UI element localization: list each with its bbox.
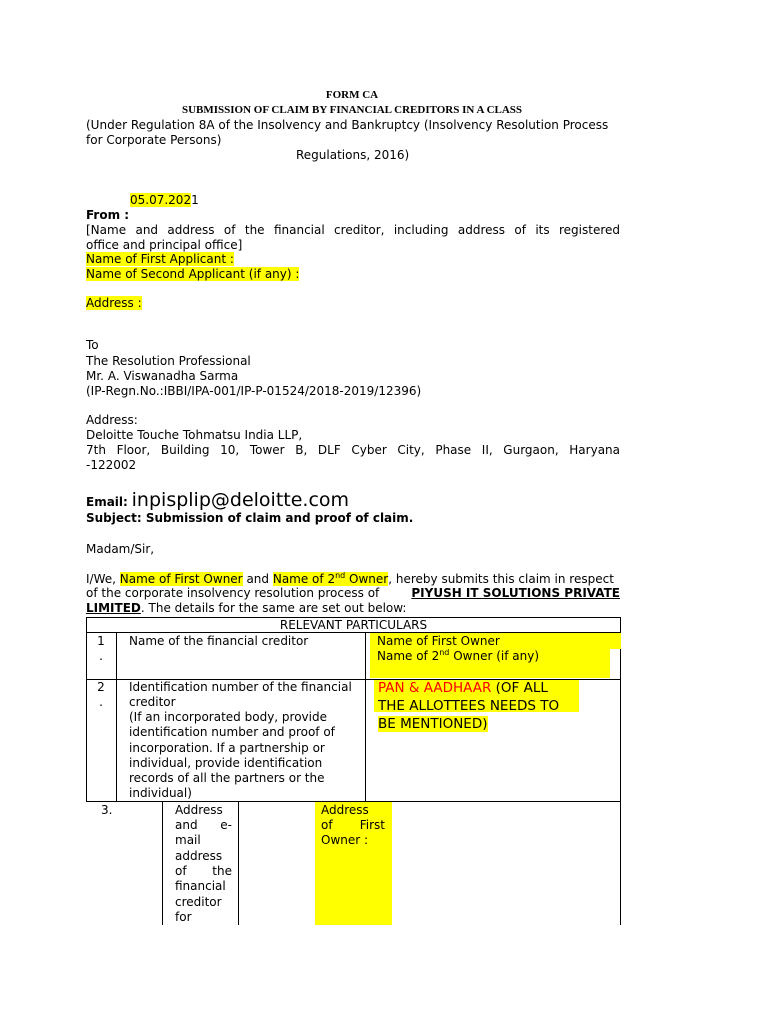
email-line: [86, 489, 349, 513]
date-highlight: 05.07.202: [130, 193, 192, 207]
row-2-label-line: incorporation. If a partnership or: [129, 741, 325, 755]
pan-aadhaar-text: PAN & AADHAAR: [378, 680, 492, 696]
row-3-label-line: and e-: [175, 818, 232, 832]
from-description-line-1: [Name and address of the financial creditor, including address of its registered: [86, 223, 620, 237]
company-name: PIYUSH IT SOLUTIONS PRIVATE: [411, 586, 620, 600]
first-applicant-label: Name of First Applicant :: [86, 252, 234, 266]
recipient-address-label: Address:: [86, 413, 138, 427]
row-3-label-line: address: [175, 849, 223, 863]
first-owner-highlight: Name of First Owner: [119, 572, 243, 586]
subject-text: : Submission of claim and proof of claim.: [136, 511, 414, 525]
row-3-number: 3.: [101, 803, 113, 817]
row-2-value-line-3: BE MENTIONED): [378, 716, 488, 732]
row-1-value-line-1: Name of First Owner: [377, 634, 500, 648]
row-3-value-line: Owner :: [321, 833, 369, 847]
applicant-address-label: Address :: [86, 296, 142, 310]
row-2-dot: .: [99, 695, 103, 709]
recipient-company: Deloitte Touche Tohmatsu India LLP,: [86, 428, 303, 442]
subject-line: [86, 511, 413, 526]
regulation-line-3: Regulations, 2016): [296, 148, 410, 162]
from-description-line-2: office and principal office]: [86, 238, 243, 252]
row-2-label-line: identification number and proof of: [129, 725, 335, 739]
second-owner-highlight: Name of 2nd Owner: [272, 571, 389, 586]
email-label: Email:: [86, 495, 128, 509]
row-1-dot: .: [99, 649, 103, 663]
recipient-registration: (IP-Regn.No.:IBBI/IPA-001/IP-P-01524/2018-2019/12396): [86, 384, 422, 398]
date: [130, 193, 199, 208]
to-label: To: [86, 338, 99, 352]
row-3-label-line: mail: [175, 833, 201, 847]
from-label: From :: [86, 208, 130, 222]
row-3-label-line: creditor: [175, 895, 222, 909]
row-3-label-line: Address: [175, 803, 223, 817]
row-2-label-line: individual, provide identification: [129, 756, 323, 770]
row-3-label-line: for: [175, 910, 192, 924]
row-1-value-line-2: Name of 2nd Owner (if any): [377, 648, 539, 663]
table-header: RELEVANT PARTICULARS: [279, 618, 428, 632]
subject-label: Subject: [86, 511, 137, 525]
recipient-role: The Resolution Professional: [86, 354, 251, 368]
row-1-number: 1: [97, 634, 105, 648]
recipient-name: Mr. A. Viswanadha Sarma: [86, 369, 239, 383]
row-3-value-line: of First: [321, 818, 385, 832]
row-3-label-line: of the: [175, 864, 232, 878]
recipient-address-line-1: 7th Floor, Building 10, Tower B, DLF Cyber City, Phase II, Gurgaon, Haryana: [86, 443, 620, 457]
email-address[interactable]: inpisplip@deloitte.com: [131, 489, 350, 511]
row-3-label-line: financial: [175, 879, 226, 893]
row-2-label-line: creditor: [129, 695, 176, 709]
recipient-address-line-2: -122002: [86, 458, 137, 472]
row-2-label-line: records of all the partners or the: [129, 771, 325, 785]
regulation-line-1: (Under Regulation 8A of the Insolvency and Bankruptcy (Insolvency Resolution Process: [86, 118, 609, 132]
row-3-value-line: Address: [321, 803, 369, 817]
form-title: FORM CA: [325, 89, 379, 101]
body-line-3: LIMITED. The details for the same are set out below:: [86, 601, 407, 615]
second-applicant-label: Name of Second Applicant (if any) :: [86, 267, 300, 281]
row-2-label-line: Identification number of the financial: [129, 680, 352, 694]
body-line-1: I/We, Name of First Owner and Name of 2nd Owner, hereby submits this claim in respect: [86, 571, 614, 586]
company-name-cont: LIMITED: [86, 601, 141, 615]
row-2-label-line: individual): [129, 786, 192, 800]
date-tail: 1: [191, 193, 199, 207]
regulation-line-2: for Corporate Persons): [86, 133, 222, 147]
row-2-value-line-1: PAN & AADHAAR (OF ALL: [378, 680, 548, 696]
form-subtitle: SUBMISSION OF CLAIM BY FINANCIAL CREDITORS IN A CLASS: [181, 104, 523, 116]
row-2-value-line-2: THE ALLOTTEES NEEDS TO: [378, 698, 560, 714]
row-1-label: Name of the financial creditor: [129, 634, 309, 648]
salutation: Madam/Sir,: [86, 542, 155, 556]
row-2-label-line: (If an incorporated body, provide: [129, 710, 327, 724]
body-line-2: of the corporate insolvency resolution process of PIYUSH IT SOLUTIONS PRIVATE: [86, 586, 620, 600]
row-2-number: 2: [97, 680, 105, 694]
